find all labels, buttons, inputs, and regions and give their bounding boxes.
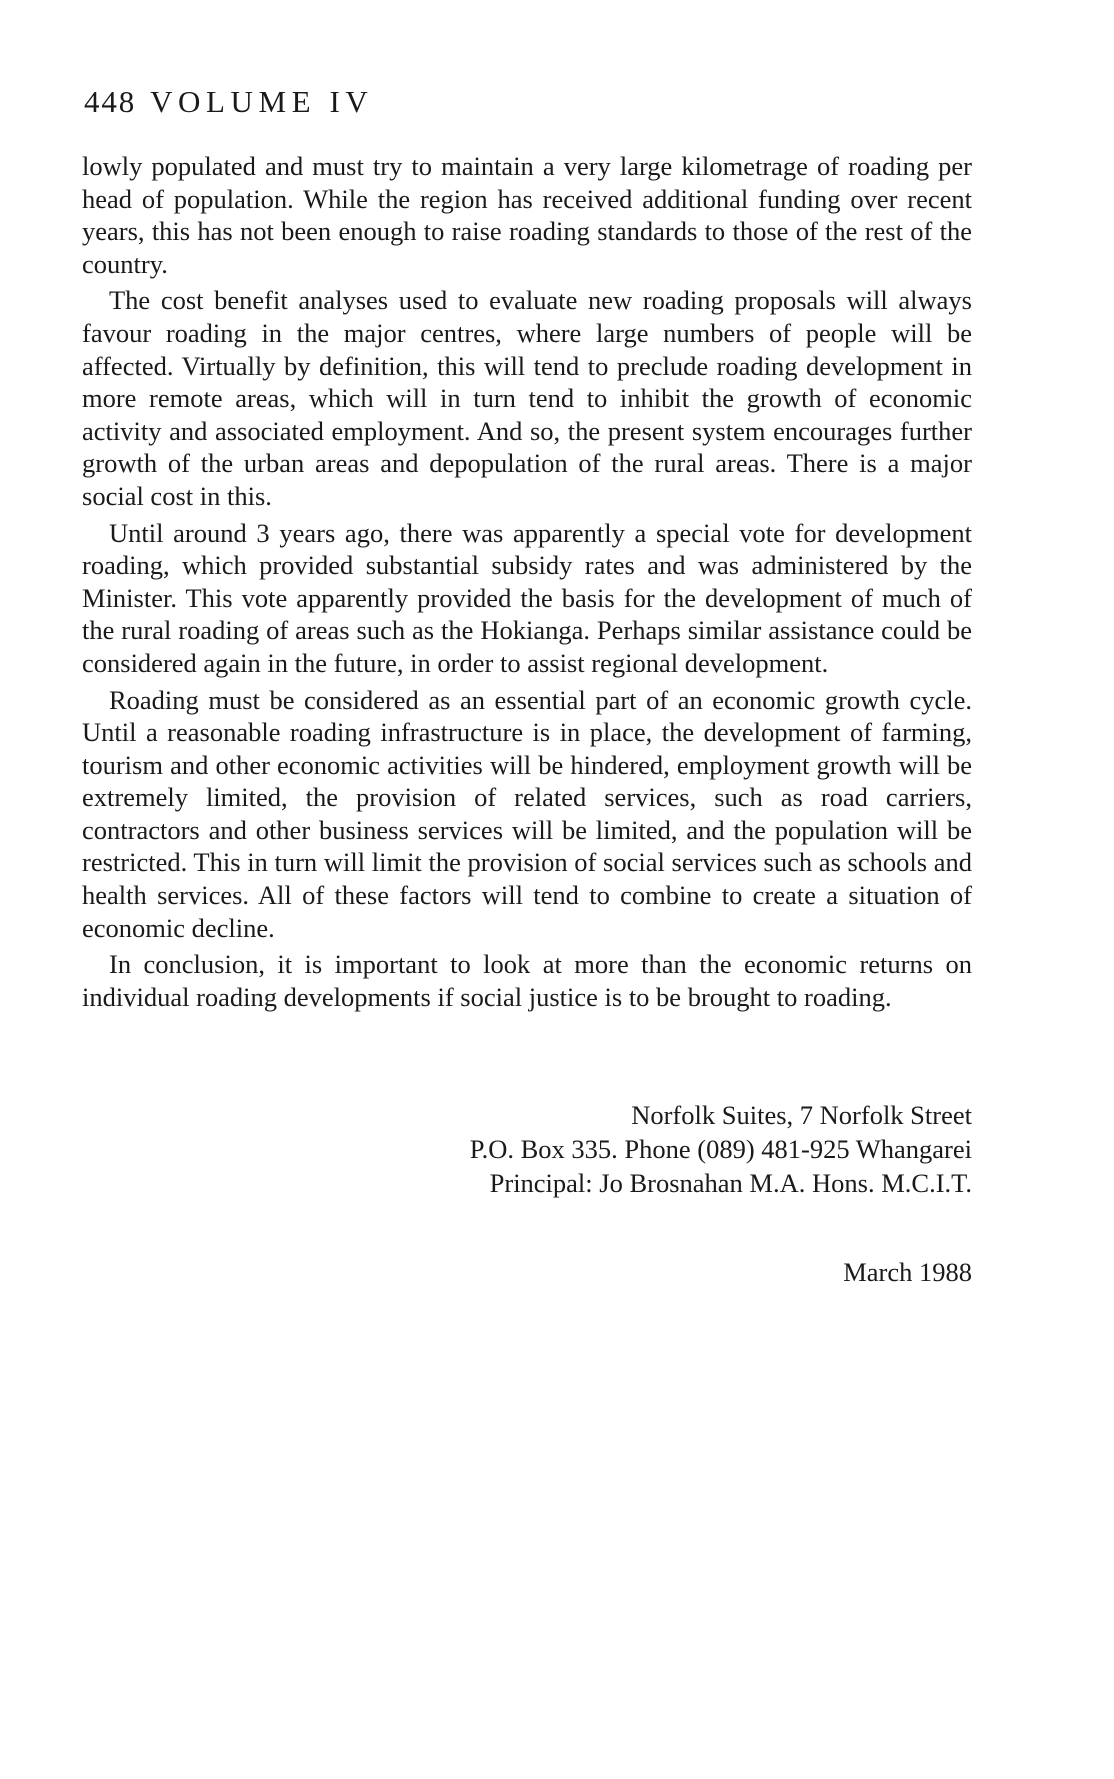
paragraph-3: Until around 3 years ago, there was apparently a special vote for development roading, which provided substantial subsidy rates and was administered by the Minister. This vote apparently provided the basis for the development of much of the rural roading of areas such as the Hokianga. Perhaps similar assistance could be considered again in the future, in order to assist regional development. <box>82 517 972 678</box>
paragraph-5: In conclusion, it is important to look at more than the economic returns on individual roading developments if social justice is to be brought to roading. <box>82 949 972 1012</box>
address-line-1: Norfolk Suites, 7 Norfolk Street <box>631 1100 972 1130</box>
date-line: March 1988 <box>843 1257 972 1287</box>
paragraph-4: Roading must be considered as an essential part of an economic growth cycle. Until a reasonable roading infrastructure is in place, the development of farming, tourism and other economic activities will be hindered, employment growth will be extremely limited, the provision of related services, such as road carriers, contractors and other business services will be limited, and the population will be restricted. This in turn will limit the provision of social services such as schools and health services. All of these factors will tend to combine to create a situation of economic decline. <box>82 684 972 943</box>
paragraph-1: lowly populated and must try to maintain a very large kilometrage of roading per head of population. While the region has received additional funding over recent years, this has not been enough to raise roading standards to those of the rest of the country. <box>82 151 972 279</box>
volume-label: VOLUME IV <box>150 84 374 119</box>
address-block <box>470 1098 972 1200</box>
address-line-2: P.O. Box 335. Phone (089) 481-925 Whangarei <box>469 1134 972 1164</box>
body-text <box>82 150 972 1017</box>
running-head <box>84 86 373 117</box>
address-line-3: Principal: Jo Brosnahan M.A. Hons. M.C.I.T. <box>489 1168 972 1198</box>
page-number: 448 <box>84 84 137 119</box>
paragraph-2: The cost benefit analyses used to evaluate new roading proposals will always favour roading in the major centres, where large numbers of people will be affected. Virtually by definition, this will tend to preclude roading development in more remote areas, which will in turn tend to inhibit the growth of economic activity and associated employment. And so, the present system encourages further growth of the urban areas and depopulation of the rural areas. There is a major social cost in this. <box>82 285 972 511</box>
